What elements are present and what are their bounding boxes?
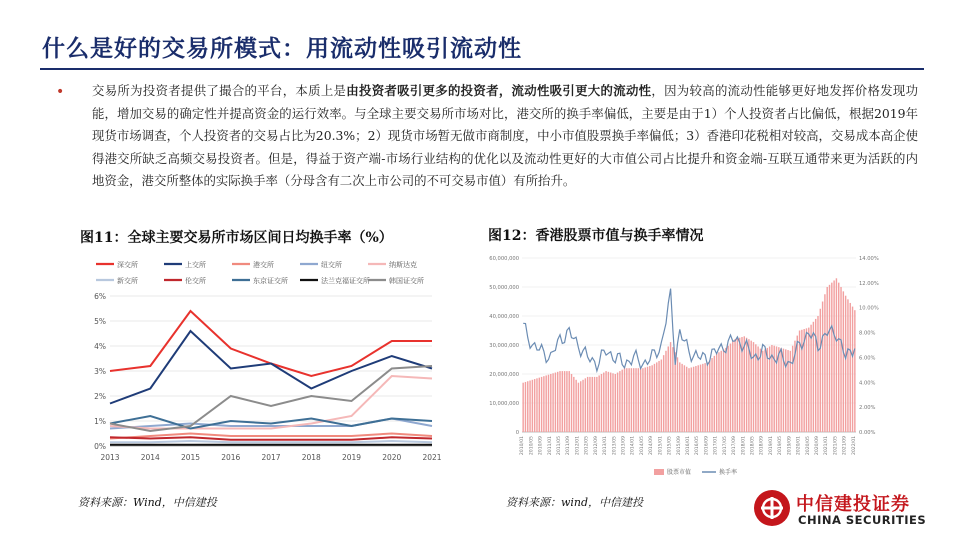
market-cap-bar-81 <box>709 360 710 432</box>
market-cap-bar-126 <box>813 322 814 432</box>
market-cap-bar-25 <box>580 381 581 432</box>
x-tick-label-8: 2021 <box>422 453 442 462</box>
market-cap-bar-142 <box>850 303 851 432</box>
market-cap-bar-18 <box>564 371 565 432</box>
paragraph-bold: 由投资者吸引更多的投资者，流动性吸引更大的流动性 <box>346 83 652 98</box>
market-cap-bar-135 <box>833 280 834 432</box>
market-cap-bar-53 <box>645 367 646 432</box>
x-tick-label-2: 2015 <box>180 453 201 462</box>
bullet-marker: • <box>56 84 65 100</box>
market-cap-bar-123 <box>806 328 807 432</box>
market-cap-bar-137 <box>838 283 839 432</box>
series-line-6 <box>110 437 432 440</box>
market-cap-bar-80 <box>707 362 708 432</box>
market-cap-bar-83 <box>714 356 715 432</box>
market-cap-bar-15 <box>557 372 558 432</box>
legend-label-2: 港交所 <box>253 261 274 269</box>
x-tick-label-26: 2018/09 <box>759 435 765 456</box>
market-cap-bar-16 <box>559 371 560 432</box>
market-cap-bar-8 <box>541 377 542 432</box>
market-cap-bar-104 <box>762 351 763 432</box>
market-cap-bar-21 <box>571 374 572 432</box>
market-cap-bar-65 <box>672 347 673 432</box>
market-cap-bar-138 <box>840 287 841 432</box>
series-line-5 <box>110 441 432 442</box>
market-cap-bar-33 <box>598 375 599 432</box>
right-tick-label-7: 14.00% <box>859 256 879 262</box>
company-logo <box>752 488 932 532</box>
market-cap-bar-11 <box>548 375 549 432</box>
market-cap-bar-39 <box>612 373 613 432</box>
x-tick-label-35: 2021/09 <box>842 435 848 456</box>
x-tick-label-6: 2019 <box>341 453 362 462</box>
x-tick-label-29: 2019/09 <box>787 436 793 456</box>
market-cap-bar-144 <box>854 310 855 432</box>
left-tick-label-4: 40,000,000 <box>489 314 519 320</box>
x-tick-label-21: 2017/01 <box>713 435 719 456</box>
market-cap-bar-43 <box>621 370 622 432</box>
x-tick-label-3: 2016 <box>221 453 241 462</box>
market-cap-bar-45 <box>626 368 627 432</box>
x-tick-label-1: 2010/05 <box>529 436 535 456</box>
turnover-line <box>523 289 855 371</box>
x-tick-label-0: 2013 <box>100 453 120 462</box>
market-cap-bar-90 <box>730 344 731 432</box>
market-cap-bar-84 <box>716 354 717 432</box>
x-tick-label-17: 2015/09 <box>676 436 682 456</box>
market-cap-bar-54 <box>647 367 648 432</box>
market-cap-bar-124 <box>808 328 809 432</box>
paragraph-part-3: ，因为较高的流动性能够更好地发挥价格发现功能，增加交易的确定性并提高资金的运行效率。与全球主要交易所市场对比，港交所的换手率偏低，主要是由于1）个人投资者占比偏低，根据2019年现货市场调查，个人投资者的交易占比为20.3%；2）现货市场暂无做市商制度，中小市值股票换手率偏低；3）香港印花税相对较高，交易成本高企使得港交所缺乏高频交易投资者。但是，得益于资产端-市场行业结构的优化以及流动性更好的大市值公司占比提升和资金端-互联互通带来更为活跃的内地资金，港交所整体的实际换手率（分母含有二次上市公司的不可交易市值）有所抬升。 <box>92 83 919 188</box>
market-cap-bar-96 <box>744 336 745 432</box>
market-cap-bar-128 <box>817 316 818 432</box>
market-cap-bar-10 <box>545 375 546 432</box>
x-tick-label-0: 2010/01 <box>520 436 526 456</box>
market-cap-bar-6 <box>536 378 537 432</box>
paragraph-part-1: 交易所为投资者提供了撮合的平台，本质上是 <box>92 83 347 98</box>
x-tick-label-28: 2019/05 <box>778 435 784 456</box>
left-tick-label-3: 30,000,000 <box>489 343 519 349</box>
market-cap-bar-42 <box>619 371 620 432</box>
x-tick-label-7: 2020 <box>382 453 402 462</box>
market-cap-bar-136 <box>836 278 837 432</box>
market-cap-bar-46 <box>628 368 629 432</box>
y-tick-label-4: 4% <box>94 342 106 351</box>
market-cap-bar-76 <box>698 365 699 432</box>
market-cap-bar-133 <box>829 285 830 432</box>
market-cap-bar-4 <box>532 380 533 432</box>
market-cap-bar-28 <box>587 377 588 432</box>
right-tick-label-4: 8.00% <box>859 330 876 337</box>
market-cap-bar-111 <box>778 347 779 432</box>
legend-label-9: 韩国证交所 <box>389 277 424 285</box>
market-cap-bar-141 <box>847 299 848 432</box>
market-cap-bar-3 <box>529 381 530 432</box>
logo-emblem-icon <box>752 488 792 528</box>
market-cap-bar-82 <box>711 358 712 432</box>
market-cap-bar-13 <box>552 373 553 432</box>
x-tick-label-20: 2016/09 <box>704 435 710 456</box>
market-cap-bar-87 <box>723 349 724 432</box>
market-cap-bar-71 <box>686 367 687 432</box>
y-tick-label-2: 2% <box>94 392 106 401</box>
market-cap-bar-93 <box>737 338 738 432</box>
market-cap-bar-94 <box>739 338 740 432</box>
market-cap-bar-32 <box>596 377 597 432</box>
market-cap-bar-52 <box>642 368 643 432</box>
market-cap-bar-40 <box>615 374 616 432</box>
market-cap-bar-143 <box>852 307 853 432</box>
right-tick-label-5: 10.00% <box>859 305 879 312</box>
x-tick-label-14: 2014/09 <box>649 435 655 456</box>
x-tick-label-34: 2021/05 <box>833 435 839 456</box>
body-paragraph <box>92 80 918 193</box>
market-cap-bar-20 <box>569 371 570 432</box>
market-cap-bar-5 <box>534 379 535 432</box>
y-tick-label-5: 5% <box>94 317 106 326</box>
market-cap-bar-92 <box>734 339 735 432</box>
x-tick-label-22: 2017/05 <box>722 436 728 456</box>
market-cap-bar-9 <box>543 376 544 432</box>
x-tick-label-6: 2012/01 <box>575 435 581 456</box>
market-cap-bar-131 <box>824 294 825 432</box>
x-tick-label-27: 2019/01 <box>768 435 774 456</box>
market-cap-bar-117 <box>792 346 793 432</box>
market-cap-bar-57 <box>654 364 655 432</box>
market-cap-bar-1 <box>525 382 526 432</box>
right-tick-label-6: 12.00% <box>859 280 879 287</box>
logo-en-text: CHINA SECURITIES <box>798 513 927 527</box>
x-tick-label-32: 2020/09 <box>815 436 820 456</box>
market-cap-bar-38 <box>610 373 611 432</box>
x-tick-label-8: 2012/09 <box>593 436 599 456</box>
market-cap-bar-26 <box>582 380 583 432</box>
market-cap-bar-140 <box>845 296 846 432</box>
left-tick-label-5: 50,000,000 <box>489 285 519 291</box>
market-cap-bar-85 <box>718 352 719 432</box>
title-divider <box>40 68 924 70</box>
hk-market-cap-turnover-chart <box>484 250 888 484</box>
market-cap-bar-77 <box>700 365 701 432</box>
market-cap-bar-36 <box>605 371 606 432</box>
x-tick-label-15: 2015/01 <box>658 436 664 456</box>
figure11-title: 图11：全球主要交易所市场区间日均换手率（%） <box>80 230 393 246</box>
x-tick-label-30: 2020/01 <box>796 436 802 456</box>
x-tick-label-33: 2021/01 <box>824 435 830 456</box>
legend-label-1: 上交所 <box>185 261 206 269</box>
x-tick-label-24: 2018/01 <box>741 436 747 456</box>
market-cap-bar-62 <box>665 351 666 432</box>
market-cap-bar-91 <box>732 341 733 432</box>
market-cap-bar-51 <box>640 368 641 432</box>
market-cap-bar-72 <box>688 368 689 432</box>
x-tick-label-18: 2016/01 <box>686 436 691 456</box>
legend-label-8: 法兰克福证交所 <box>321 277 370 285</box>
right-tick-label-1: 2.00% <box>859 405 876 412</box>
market-cap-bar-88 <box>725 348 726 432</box>
left-tick-label-6: 60,000,000 <box>489 256 519 262</box>
market-cap-bar-103 <box>760 349 761 432</box>
logo-cn-text: 中信建投证券 <box>796 494 910 515</box>
market-cap-bar-27 <box>585 378 586 432</box>
figure12-title: 图12：香港股票市值与换手率情况 <box>488 228 704 244</box>
x-tick-label-11: 2013/09 <box>621 435 627 456</box>
legend-swatch-bar <box>654 469 664 475</box>
market-cap-bar-75 <box>695 366 696 432</box>
market-cap-bar-112 <box>780 348 781 432</box>
x-tick-label-23: 2017/09 <box>732 436 738 456</box>
market-cap-bar-35 <box>603 373 604 432</box>
market-cap-bar-130 <box>822 302 823 433</box>
x-tick-label-13: 2014/05 <box>639 435 645 456</box>
market-cap-bar-23 <box>575 380 576 432</box>
market-cap-bar-31 <box>594 377 595 432</box>
market-cap-bar-34 <box>601 374 602 432</box>
market-cap-bar-44 <box>624 368 625 432</box>
legend-label-0: 深交所 <box>117 261 138 269</box>
x-tick-label-9: 2013/01 <box>603 436 609 456</box>
market-cap-bar-105 <box>764 349 765 432</box>
left-tick-label-1: 10,000,000 <box>489 401 519 407</box>
y-tick-label-6: 6% <box>94 292 106 301</box>
legend-label-bar: 股票市值 <box>667 469 692 476</box>
turnover-line-chart <box>88 248 448 470</box>
market-cap-bar-68 <box>679 362 680 432</box>
market-cap-bar-121 <box>801 330 802 432</box>
market-cap-bar-134 <box>831 283 832 432</box>
market-cap-bar-78 <box>702 364 703 432</box>
x-tick-label-4: 2017 <box>261 453 281 462</box>
market-cap-bar-19 <box>566 371 567 432</box>
x-tick-label-25: 2018/05 <box>750 436 756 456</box>
market-cap-bar-12 <box>550 374 551 432</box>
x-tick-label-31: 2020/05 <box>805 436 811 456</box>
market-cap-bar-56 <box>651 365 652 432</box>
market-cap-bar-63 <box>668 346 669 432</box>
market-cap-bar-24 <box>578 383 579 432</box>
right-tick-label-0: 0.00% <box>859 430 876 436</box>
x-tick-label-36: 2022/01 <box>851 435 857 456</box>
x-tick-label-16: 2015/05 <box>667 436 673 456</box>
market-cap-bar-61 <box>663 355 664 432</box>
market-cap-bar-37 <box>608 372 609 432</box>
market-cap-bar-89 <box>727 346 728 432</box>
market-cap-bar-58 <box>656 362 657 432</box>
market-cap-bar-17 <box>562 371 563 432</box>
market-cap-bar-48 <box>633 368 634 432</box>
y-tick-label-3: 3% <box>94 367 106 376</box>
market-cap-bar-59 <box>658 361 659 432</box>
market-cap-bar-125 <box>810 325 811 432</box>
market-cap-bar-30 <box>592 377 593 432</box>
market-cap-bar-101 <box>755 344 756 432</box>
market-cap-bar-69 <box>681 364 682 432</box>
market-cap-bar-132 <box>826 287 827 432</box>
legend-label-3: 纽交所 <box>321 261 342 269</box>
x-tick-label-5: 2018 <box>301 453 321 462</box>
x-tick-label-4: 2011/05 <box>557 435 562 456</box>
market-cap-bar-41 <box>617 373 618 432</box>
y-tick-label-1: 1% <box>94 417 106 426</box>
legend-label-line: 换手率 <box>719 469 738 476</box>
market-cap-bar-22 <box>573 377 574 432</box>
market-cap-bar-120 <box>799 331 800 433</box>
legend-label-6: 伦交所 <box>185 277 206 285</box>
figure12-source: 资料来源：wind，中信建投 <box>506 496 644 509</box>
legend-label-4: 纳斯达克 <box>389 261 417 269</box>
market-cap-bar-129 <box>820 309 821 432</box>
right-tick-label-2: 4.00% <box>859 380 876 387</box>
market-cap-bar-106 <box>767 348 768 432</box>
market-cap-bar-114 <box>785 349 786 432</box>
market-cap-bar-47 <box>631 368 632 432</box>
left-tick-label-2: 20,000,000 <box>489 372 519 378</box>
market-cap-bar-50 <box>638 368 639 432</box>
x-tick-label-12: 2014/01 <box>630 435 636 456</box>
legend-label-7: 东京证交所 <box>253 277 288 285</box>
market-cap-bar-29 <box>589 377 590 432</box>
market-cap-bar-2 <box>527 381 528 432</box>
x-tick-label-7: 2012/05 <box>584 435 590 456</box>
y-tick-label-0: 0% <box>94 442 106 451</box>
market-cap-bar-86 <box>721 351 722 432</box>
market-cap-bar-108 <box>771 345 772 432</box>
x-tick-label-10: 2013/05 <box>612 436 618 456</box>
legend-label-5: 新交所 <box>117 277 138 285</box>
x-tick-label-1: 2014 <box>140 453 160 462</box>
market-cap-bar-0 <box>522 383 523 432</box>
x-tick-label-19: 2016/05 <box>695 435 701 456</box>
market-cap-bar-70 <box>684 365 685 432</box>
market-cap-bar-67 <box>677 357 678 432</box>
market-cap-bar-139 <box>843 291 844 432</box>
market-cap-bar-64 <box>670 342 671 432</box>
market-cap-bar-7 <box>539 378 540 432</box>
market-cap-bar-79 <box>704 363 705 432</box>
right-tick-label-3: 6.00% <box>859 355 876 362</box>
x-tick-label-3: 2011/01 <box>547 436 553 456</box>
market-cap-bar-60 <box>661 360 662 433</box>
market-cap-bar-49 <box>635 368 636 432</box>
market-cap-bar-73 <box>691 367 692 432</box>
market-cap-bar-74 <box>693 367 694 432</box>
market-cap-bar-119 <box>797 336 798 432</box>
series-line-1 <box>110 331 432 404</box>
left-tick-label-0: 0 <box>515 430 519 436</box>
figure11-source: 资料来源：Wind，中信建投 <box>78 496 217 509</box>
page-title: 什么是好的交易所模式：用流动性吸引流动性 <box>42 36 522 62</box>
x-tick-label-5: 2011/09 <box>566 435 572 456</box>
market-cap-bar-55 <box>649 366 650 432</box>
market-cap-bar-14 <box>555 373 556 432</box>
x-tick-label-2: 2010/09 <box>538 436 544 456</box>
market-cap-bar-97 <box>746 338 747 432</box>
